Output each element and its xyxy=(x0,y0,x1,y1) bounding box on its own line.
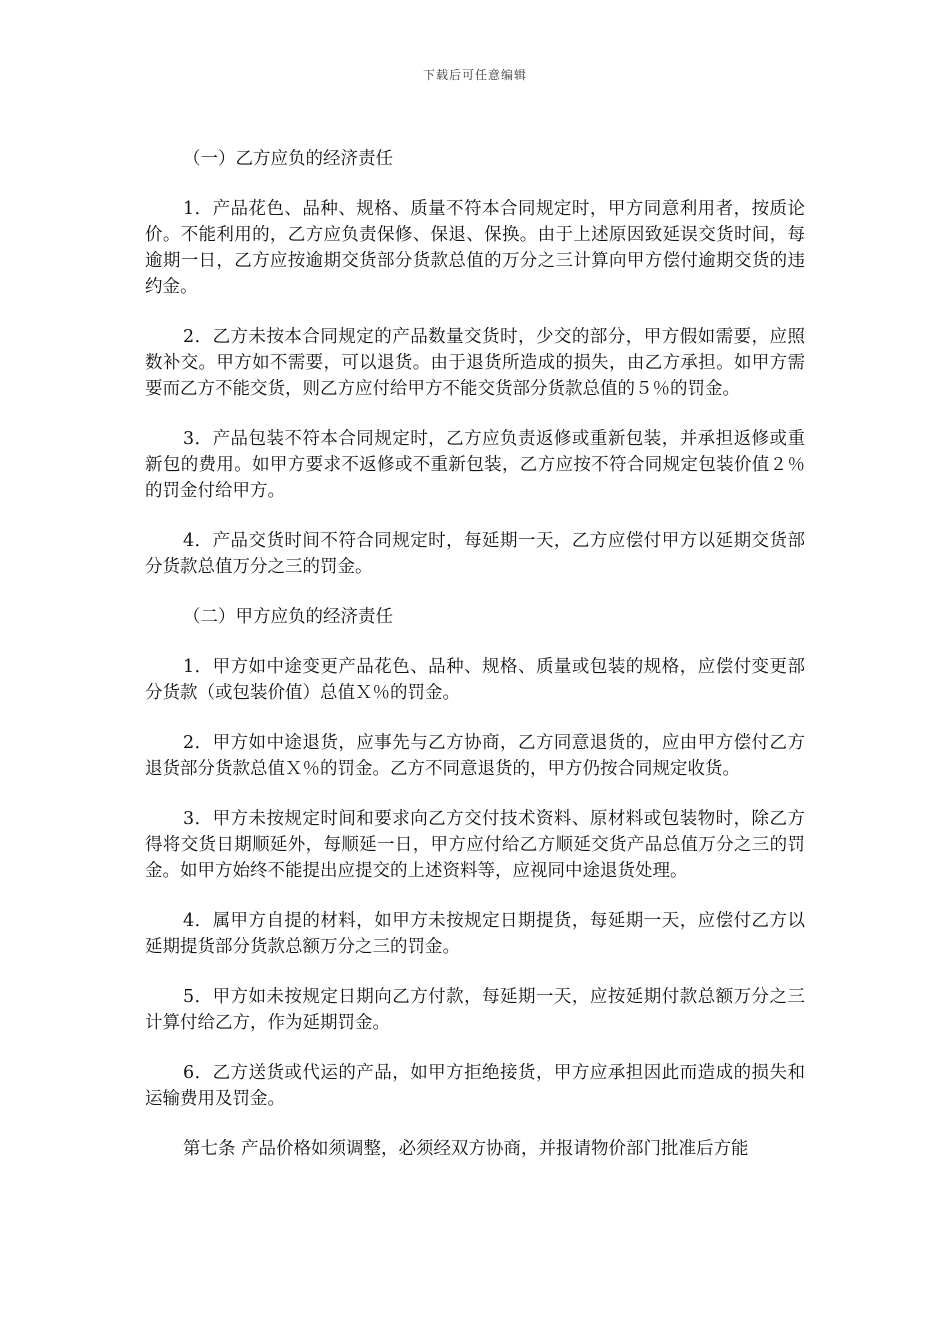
clause-a-2: 2．甲方如中途退货，应事先与乙方协商，乙方同意退货的，应由甲方偿付乙方退货部分货款总值Ｘ％的罚金。乙方不同意退货的，甲方仍按合同规定收货。 xyxy=(145,733,805,779)
clause-b-1: 1．产品花色、品种、规格、质量不符本合同规定时，甲方同意利用者，按质论价。不能利用的，乙方应负责保修、保退、保换。由于上述原因致延误交货时间，每逾期一日，乙方应按逾期交货部分货款总值的万分之三计算向甲方偿付逾期交货的违约金。 xyxy=(145,199,805,297)
section-heading-party-a: （二）甲方应负的经济责任 xyxy=(183,607,393,627)
document-body xyxy=(145,146,805,1186)
clause-a-6: 6．乙方送货或代运的产品，如甲方拒绝接货，甲方应承担因此而造成的损失和运输费用及罚金。 xyxy=(145,1063,805,1109)
clause-a-4: 4．属甲方自提的材料，如甲方未按规定日期提货，每延期一天，应偿付乙方以延期提货部分货款总额万分之三的罚金。 xyxy=(145,911,805,957)
clause-a-3: 3．甲方未按规定时间和要求向乙方交付技术资料、原材料或包装物时，除乙方得将交货日期顺延外，每顺延一日，甲方应付给乙方顺延交货产品总值万分之三的罚金。如甲方始终不能提出应提交的上述资料等，应视同中途退货处理。 xyxy=(145,809,805,881)
header-note: 下载后可任意编辑 xyxy=(422,68,527,82)
section-heading-party-b: （一）乙方应负的经济责任 xyxy=(183,149,393,169)
article-seven: 第七条 产品价格如须调整，必须经双方协商，并报请物价部门批准后方能 xyxy=(183,1139,749,1159)
clause-b-2: 2．乙方未按本合同规定的产品数量交货时，少交的部分，甲方假如需要，应照数补交。甲方如不需要，可以退货。由于退货所造成的损失，由乙方承担。如甲方需要而乙方不能交货，则乙方应付给甲方不能交货部分货款总值的５％的罚金。 xyxy=(145,327,805,399)
clause-b-4: 4．产品交货时间不符合同规定时，每延期一天，乙方应偿付甲方以延期交货部分货款总值万分之三的罚金。 xyxy=(145,531,805,577)
clause-b-3: 3．产品包装不符本合同规定时，乙方应负责返修或重新包装，并承担返修或重新包的费用。如甲方要求不返修或不重新包装，乙方应按不符合同规定包装价值２％的罚金付给甲方。 xyxy=(145,429,805,501)
clause-a-5: 5．甲方如未按规定日期向乙方付款，每延期一天，应按延期付款总额万分之三计算付给乙方，作为延期罚金。 xyxy=(145,987,805,1033)
clause-a-1: 1．甲方如中途变更产品花色、品种、规格、质量或包装的规格，应偿付变更部分货款（或包装价值）总值Ｘ％的罚金。 xyxy=(145,657,805,703)
